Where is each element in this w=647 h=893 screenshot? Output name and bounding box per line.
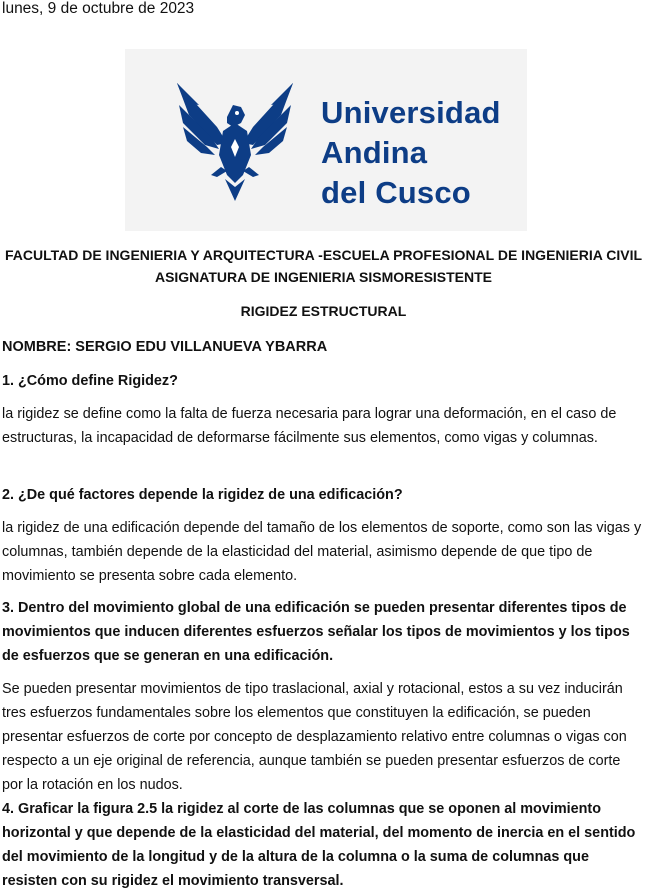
- student-name: NOMBRE: SERGIO EDU VILLANUEVA YBARRA: [2, 339, 328, 355]
- question-4: 4. Graficar la figura 2.5 la rigidez al corte de las columnas que se oponen al movimiento horizontal y que depende de la elasticidad del material, del momento de inercia en el sentido del movimiento de la longitud y de la altura de la columna o la suma de columnas que resisten con su rigidez el movimiento transversal.: [2, 801, 636, 889]
- logo-line-1: Universidad: [321, 95, 501, 130]
- university-logo: [125, 49, 527, 231]
- logo-wordmark: [321, 93, 501, 213]
- topic-heading: RIGIDEZ ESTRUCTURAL: [240, 303, 407, 319]
- course-heading: ASIGNATURA DE INGENIERIA SISMORESISTENTE: [154, 269, 493, 285]
- document-date: lunes, 9 de octubre de 2023: [2, 0, 195, 17]
- answer-1: la rigidez se define como la falta de fuerza necesaria para lograr una deformación, en el caso de estructuras, la incapacidad de deformarse fácilmente sus elementos, como vigas y columnas.: [2, 406, 617, 446]
- question-3: 3. Dentro del movimiento global de una edificación se pueden presentar diferentes tipos de movimientos que inducen diferentes esfuerzos señalar los tipos de movimientos y los tipos de esfuerzos que se generan en una edificación.: [2, 600, 630, 664]
- faculty-heading: FACULTAD DE INGENIERIA Y ARQUITECTURA -ESCUELA PROFESIONAL DE INGENIERIA CIVIL: [4, 247, 643, 263]
- question-1: 1. ¿Cómo define Rigidez?: [2, 373, 178, 389]
- logo-line-3: del Cusco: [321, 175, 471, 210]
- eagle-icon: [177, 83, 293, 201]
- answer-2: la rigidez de una edificación depende del tamaño de los elementos de soporte, como son las vigas y columnas, también depende de la elasticidad del material, asimismo depende de que tipo de movimiento se presenta sobre cada elemento.: [2, 520, 642, 584]
- logo-line-2: Andina: [321, 135, 428, 170]
- answer-3: Se pueden presentar movimientos de tipo traslacional, axial y rotacional, estos a su vez inducirán tres esfuerzos fundamentales sobre los elementos que constituyen la edificación, se pueden presentar esfuerzos de corte por concepto de desplazamiento relativo entre columnas o vigas con respecto a un eje original de referencia, aunque también se pueden presentar esfuerzos de corte por la rotación en los nudos.: [2, 681, 627, 793]
- question-2: 2. ¿De qué factores depende la rigidez de una edificación?: [2, 487, 403, 503]
